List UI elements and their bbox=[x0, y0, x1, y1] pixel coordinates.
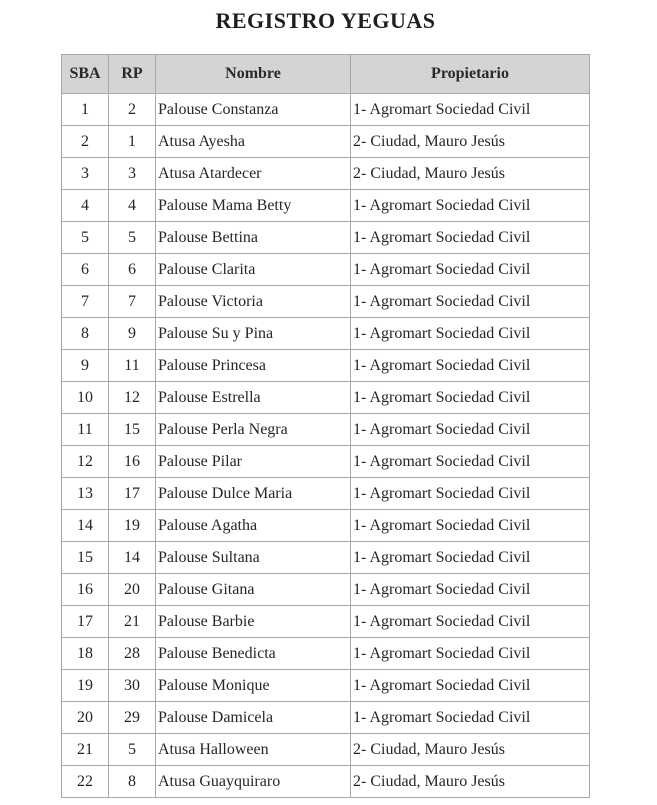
table-row bbox=[62, 318, 590, 350]
cell-sba: 16 bbox=[62, 574, 109, 606]
cell-propietario: 2- Ciudad, Mauro Jesús bbox=[351, 158, 590, 190]
cell-sba: 9 bbox=[62, 350, 109, 382]
cell-nombre: Palouse Victoria bbox=[156, 286, 351, 318]
cell-nombre: Palouse Sultana bbox=[156, 542, 351, 574]
cell-propietario: 2- Ciudad, Mauro Jesús bbox=[351, 126, 590, 158]
cell-nombre: Palouse Barbie bbox=[156, 606, 351, 638]
cell-rp: 17 bbox=[109, 478, 156, 510]
cell-rp: 2 bbox=[109, 94, 156, 126]
table-row bbox=[62, 126, 590, 158]
cell-rp: 20 bbox=[109, 574, 156, 606]
cell-rp: 30 bbox=[109, 670, 156, 702]
table-row bbox=[62, 510, 590, 542]
cell-sba: 4 bbox=[62, 190, 109, 222]
cell-rp: 11 bbox=[109, 350, 156, 382]
cell-nombre: Palouse Monique bbox=[156, 670, 351, 702]
cell-rp: 16 bbox=[109, 446, 156, 478]
cell-nombre: Atusa Halloween bbox=[156, 734, 351, 766]
cell-nombre: Palouse Su y Pina bbox=[156, 318, 351, 350]
table-row bbox=[62, 606, 590, 638]
cell-rp: 5 bbox=[109, 222, 156, 254]
cell-rp: 1 bbox=[109, 126, 156, 158]
cell-sba: 21 bbox=[62, 734, 109, 766]
cell-sba: 15 bbox=[62, 542, 109, 574]
table-row bbox=[62, 94, 590, 126]
cell-sba: 3 bbox=[62, 158, 109, 190]
cell-rp: 7 bbox=[109, 286, 156, 318]
cell-sba: 1 bbox=[62, 94, 109, 126]
cell-nombre: Palouse Perla Negra bbox=[156, 414, 351, 446]
column-header-rp: RP bbox=[109, 55, 156, 94]
cell-propietario: 1- Agromart Sociedad Civil bbox=[351, 606, 590, 638]
cell-sba: 17 bbox=[62, 606, 109, 638]
cell-rp: 28 bbox=[109, 638, 156, 670]
cell-rp: 8 bbox=[109, 766, 156, 798]
cell-nombre: Palouse Estrella bbox=[156, 382, 351, 414]
cell-propietario: 1- Agromart Sociedad Civil bbox=[351, 286, 590, 318]
cell-rp: 14 bbox=[109, 542, 156, 574]
cell-propietario: 1- Agromart Sociedad Civil bbox=[351, 222, 590, 254]
cell-sba: 19 bbox=[62, 670, 109, 702]
cell-rp: 9 bbox=[109, 318, 156, 350]
cell-propietario: 1- Agromart Sociedad Civil bbox=[351, 94, 590, 126]
cell-propietario: 1- Agromart Sociedad Civil bbox=[351, 446, 590, 478]
cell-propietario: 1- Agromart Sociedad Civil bbox=[351, 542, 590, 574]
cell-nombre: Palouse Gitana bbox=[156, 574, 351, 606]
table-row bbox=[62, 158, 590, 190]
mares-registry-table bbox=[61, 54, 590, 798]
cell-propietario: 1- Agromart Sociedad Civil bbox=[351, 382, 590, 414]
table-row bbox=[62, 414, 590, 446]
cell-sba: 14 bbox=[62, 510, 109, 542]
table-row bbox=[62, 286, 590, 318]
cell-propietario: 1- Agromart Sociedad Civil bbox=[351, 638, 590, 670]
cell-sba: 13 bbox=[62, 478, 109, 510]
cell-rp: 15 bbox=[109, 414, 156, 446]
cell-propietario: 1- Agromart Sociedad Civil bbox=[351, 350, 590, 382]
cell-nombre: Palouse Mama Betty bbox=[156, 190, 351, 222]
cell-sba: 22 bbox=[62, 766, 109, 798]
cell-propietario: 1- Agromart Sociedad Civil bbox=[351, 478, 590, 510]
cell-propietario: 2- Ciudad, Mauro Jesús bbox=[351, 766, 590, 798]
cell-nombre: Palouse Damicela bbox=[156, 702, 351, 734]
table-header-row bbox=[62, 55, 590, 94]
cell-nombre: Palouse Pilar bbox=[156, 446, 351, 478]
cell-nombre: Atusa Guayquiraro bbox=[156, 766, 351, 798]
cell-sba: 7 bbox=[62, 286, 109, 318]
cell-sba: 11 bbox=[62, 414, 109, 446]
cell-nombre: Palouse Princesa bbox=[156, 350, 351, 382]
table-row bbox=[62, 478, 590, 510]
cell-sba: 18 bbox=[62, 638, 109, 670]
table-body bbox=[62, 94, 590, 798]
cell-propietario: 1- Agromart Sociedad Civil bbox=[351, 318, 590, 350]
table-row bbox=[62, 350, 590, 382]
column-header-sba: SBA bbox=[62, 55, 109, 94]
table-row bbox=[62, 222, 590, 254]
cell-propietario: 1- Agromart Sociedad Civil bbox=[351, 254, 590, 286]
cell-sba: 10 bbox=[62, 382, 109, 414]
cell-rp: 19 bbox=[109, 510, 156, 542]
cell-nombre: Atusa Atardecer bbox=[156, 158, 351, 190]
cell-propietario: 1- Agromart Sociedad Civil bbox=[351, 670, 590, 702]
cell-sba: 20 bbox=[62, 702, 109, 734]
cell-sba: 5 bbox=[62, 222, 109, 254]
column-header-nombre: Nombre bbox=[156, 55, 351, 94]
table-row bbox=[62, 254, 590, 286]
cell-propietario: 1- Agromart Sociedad Civil bbox=[351, 190, 590, 222]
table-row bbox=[62, 542, 590, 574]
cell-rp: 5 bbox=[109, 734, 156, 766]
table-row bbox=[62, 382, 590, 414]
table-row bbox=[62, 574, 590, 606]
cell-nombre: Palouse Agatha bbox=[156, 510, 351, 542]
table-row bbox=[62, 190, 590, 222]
cell-sba: 6 bbox=[62, 254, 109, 286]
cell-nombre: Palouse Constanza bbox=[156, 94, 351, 126]
cell-propietario: 1- Agromart Sociedad Civil bbox=[351, 414, 590, 446]
cell-propietario: 1- Agromart Sociedad Civil bbox=[351, 702, 590, 734]
cell-rp: 3 bbox=[109, 158, 156, 190]
cell-sba: 12 bbox=[62, 446, 109, 478]
cell-rp: 21 bbox=[109, 606, 156, 638]
cell-rp: 29 bbox=[109, 702, 156, 734]
cell-nombre: Atusa Ayesha bbox=[156, 126, 351, 158]
page-title: REGISTRO YEGUAS bbox=[215, 8, 436, 33]
cell-propietario: 2- Ciudad, Mauro Jesús bbox=[351, 734, 590, 766]
table-row bbox=[62, 446, 590, 478]
cell-rp: 6 bbox=[109, 254, 156, 286]
cell-rp: 4 bbox=[109, 190, 156, 222]
table-row bbox=[62, 702, 590, 734]
table-row bbox=[62, 766, 590, 798]
column-header-propietario: Propietario bbox=[351, 55, 590, 94]
table-row bbox=[62, 670, 590, 702]
cell-nombre: Palouse Dulce Maria bbox=[156, 478, 351, 510]
cell-propietario: 1- Agromart Sociedad Civil bbox=[351, 510, 590, 542]
cell-nombre: Palouse Benedicta bbox=[156, 638, 351, 670]
cell-sba: 8 bbox=[62, 318, 109, 350]
cell-propietario: 1- Agromart Sociedad Civil bbox=[351, 574, 590, 606]
table-row bbox=[62, 638, 590, 670]
cell-nombre: Palouse Bettina bbox=[156, 222, 351, 254]
cell-nombre: Palouse Clarita bbox=[156, 254, 351, 286]
table-row bbox=[62, 734, 590, 766]
cell-sba: 2 bbox=[62, 126, 109, 158]
cell-rp: 12 bbox=[109, 382, 156, 414]
